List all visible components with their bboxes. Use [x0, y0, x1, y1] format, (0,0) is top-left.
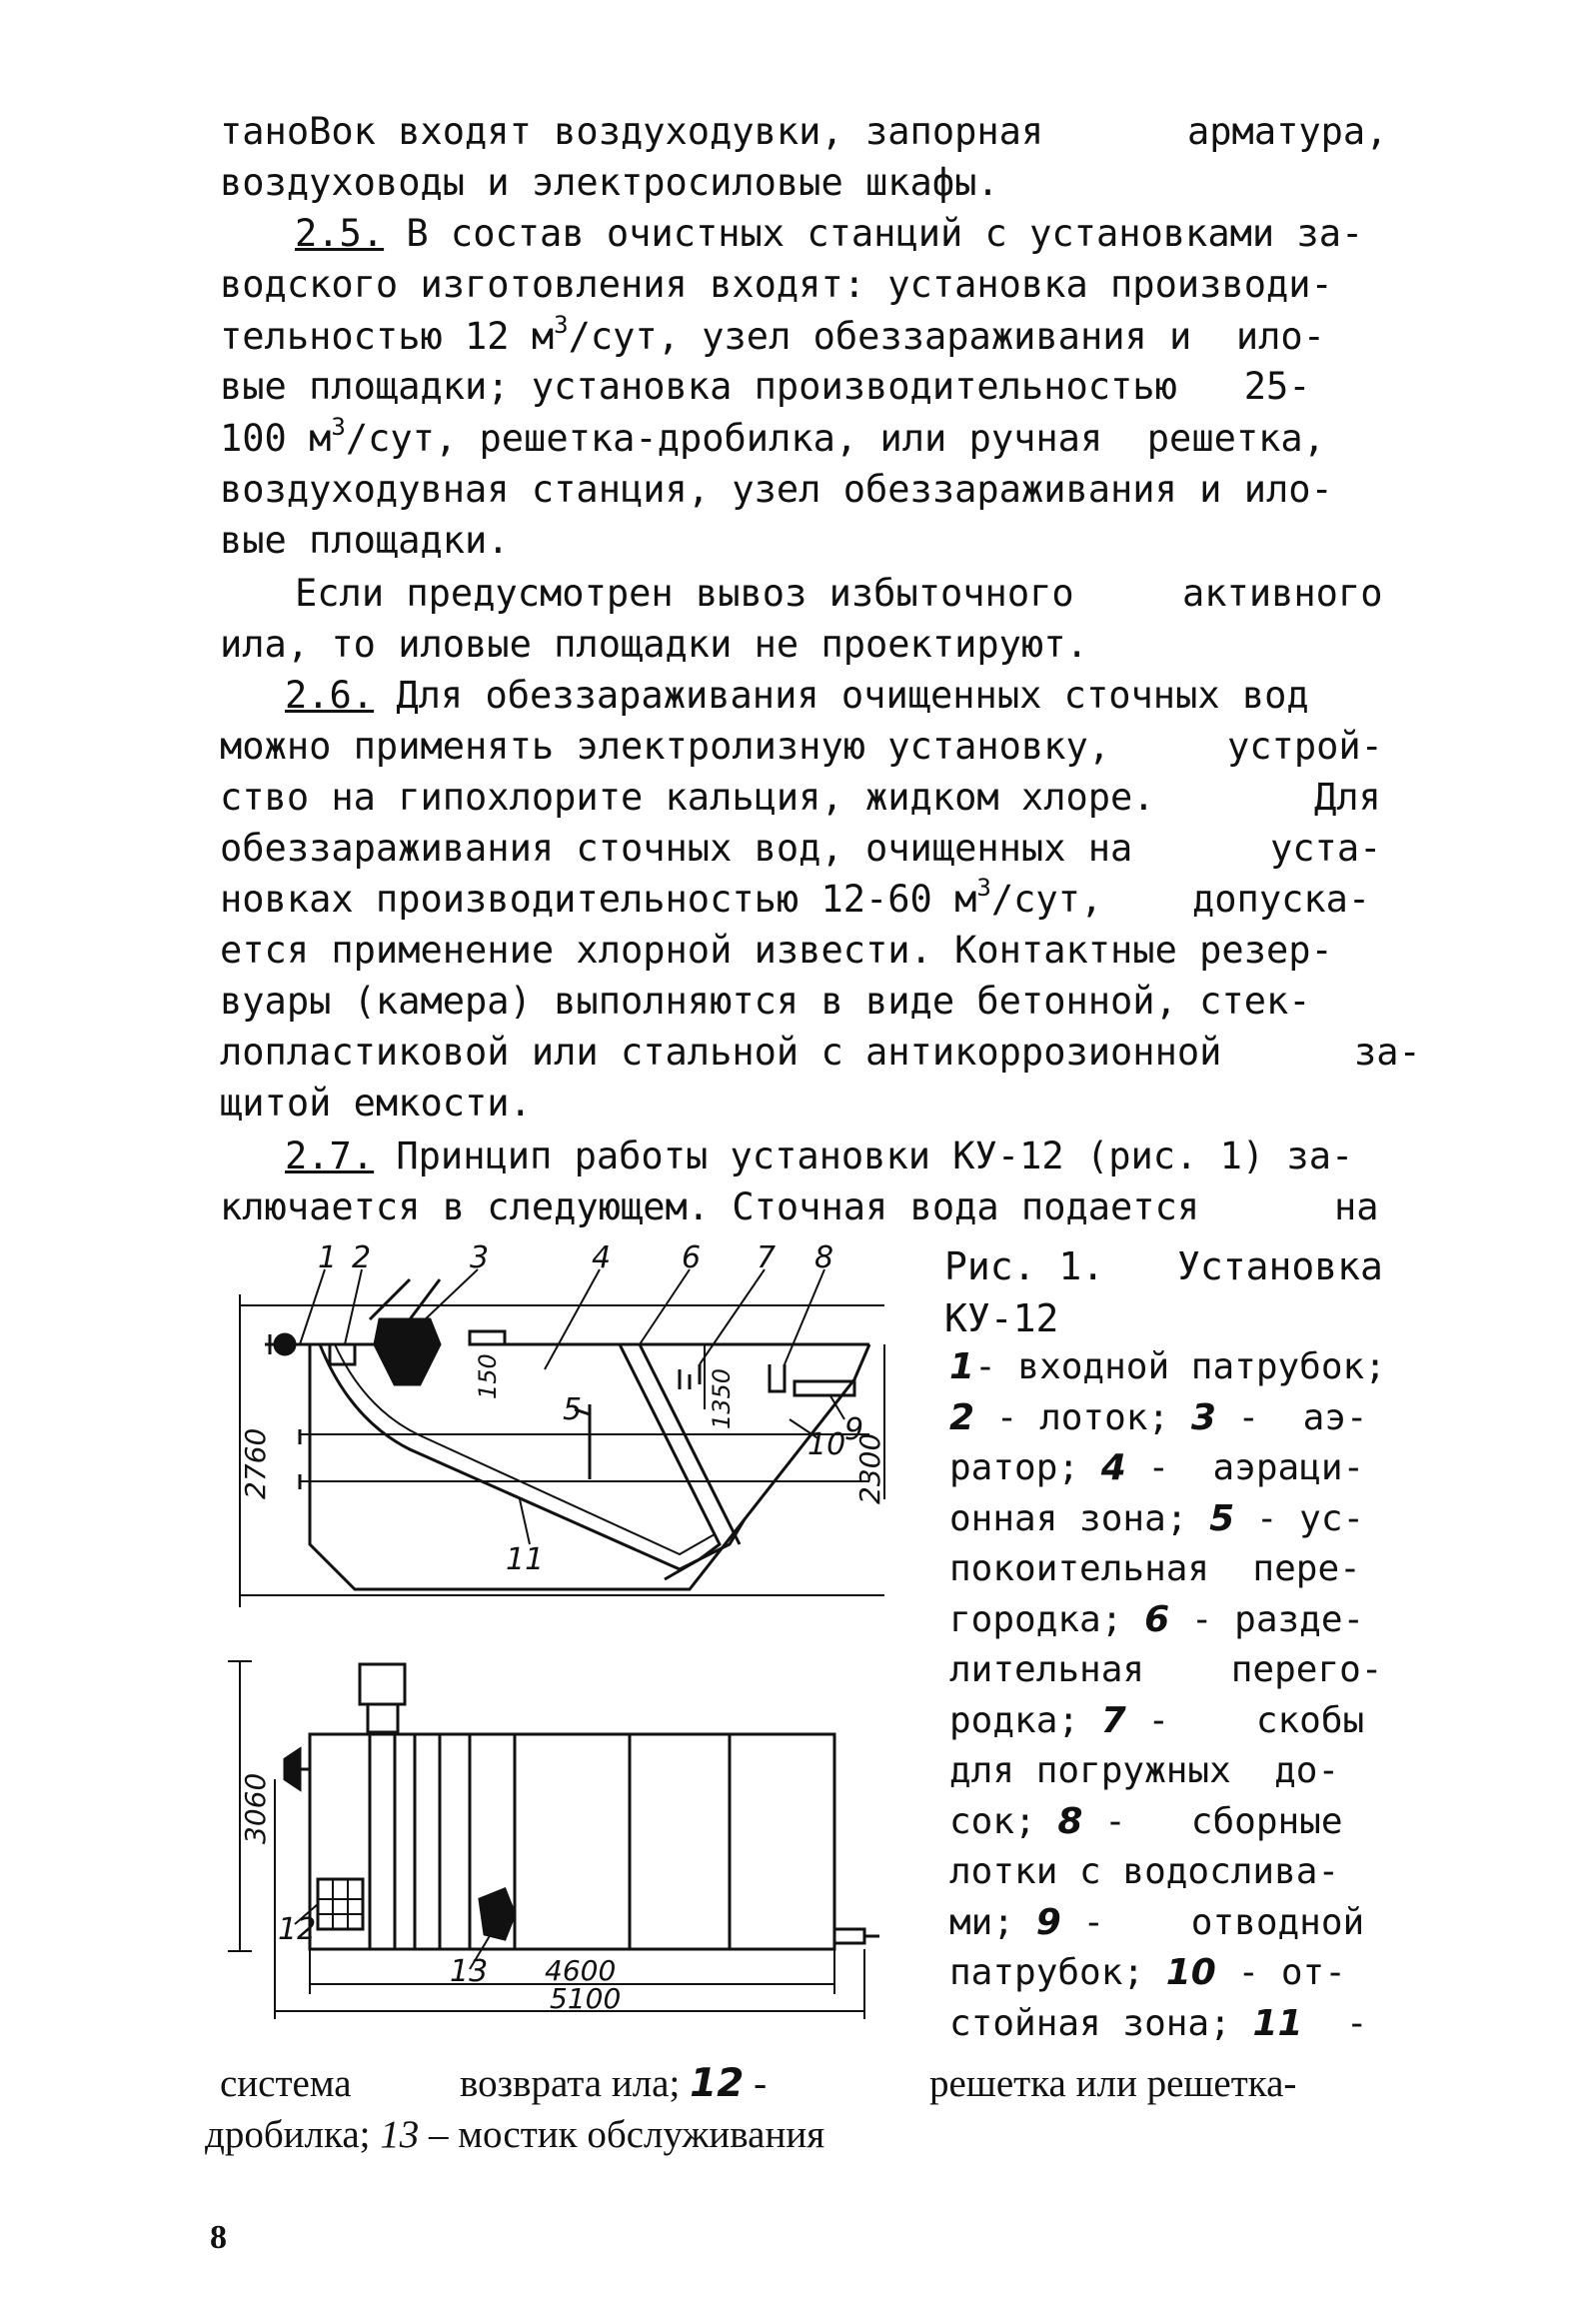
text-line: вые площадки.: [220, 519, 510, 562]
caption-legend-line: [949, 1750, 1340, 1791]
text-line: за-: [1354, 1031, 1421, 1074]
text-span: тельностью 12 м: [220, 315, 555, 358]
figure-label: 12: [278, 1912, 317, 1947]
figure-label: 4: [592, 1240, 612, 1275]
caption-continuation: система: [220, 2062, 352, 2105]
legend-number: 13: [380, 2113, 420, 2156]
legend-text: патрубок;: [949, 1952, 1166, 1993]
figure-label: 5: [563, 1392, 583, 1427]
text-line: воздуховоды и электросиловые шкафы.: [220, 161, 999, 204]
text-line: вые площадки; установка производительностью 25-: [220, 365, 1311, 408]
caption-legend-line: [949, 1851, 1340, 1892]
text-line: ила, то иловые площадки не проектируют.: [220, 623, 1088, 666]
text-line: [220, 311, 1325, 358]
figure-label: 6: [682, 1240, 702, 1275]
section-number: 2.6.: [285, 674, 375, 717]
figure-label: 7: [757, 1240, 777, 1275]
page-number: 8: [210, 2219, 227, 2256]
text-line: арматура,: [1187, 110, 1388, 153]
text-span: 100 м: [220, 417, 332, 460]
text-line: щитой емкости.: [220, 1082, 532, 1125]
legend-number: 1: [949, 1346, 975, 1387]
dimension-label: 150: [474, 1353, 502, 1399]
legend-text: родка;: [949, 1699, 1101, 1741]
legend-text: -: [1302, 2002, 1368, 2044]
legend-number: 6: [1144, 1598, 1170, 1640]
figure-label: 10: [807, 1427, 846, 1462]
text-line: активного: [1182, 572, 1383, 615]
text-span: /сут, решетка-дробилка, или ручная решетка,: [345, 417, 1325, 460]
dimension-label: 2300: [853, 1432, 886, 1504]
text-line: лопластиковой или стальной с антикоррозионной: [220, 1031, 1222, 1074]
caption-continuation: [205, 2115, 824, 2154]
text-line: можно применять электролизную установку,: [220, 725, 1111, 768]
text-span: /сут, узел обеззараживания и ило-: [568, 315, 1325, 358]
caption-legend-line: [949, 1952, 1346, 1993]
text-line: допуска-: [1192, 878, 1371, 921]
text-line: воздуходувная станция, узел обеззараживания и ило-: [220, 468, 1333, 511]
section-number: 2.7.: [285, 1135, 375, 1177]
legend-text: - отводной: [1060, 1901, 1365, 1943]
caption-legend-line: [949, 1598, 1365, 1640]
text-line: Если предусмотрен вывоз избыточного: [295, 572, 1074, 615]
legend-text: - аэраци-: [1125, 1447, 1365, 1488]
text-line: ется применение хлорной извести. Контактные резер-: [220, 929, 1333, 972]
caption-legend-line: [949, 1800, 1343, 1842]
caption-legend-line: [949, 1901, 1365, 1943]
legend-text: ми;: [949, 1901, 1036, 1943]
caption-legend-line: [949, 1497, 1365, 1539]
legend-text: - от-: [1215, 1952, 1346, 1993]
text-line: устрой-: [1227, 725, 1383, 768]
legend-text: онная зона;: [949, 1497, 1210, 1539]
caption-legend-line: [949, 1699, 1365, 1741]
legend-number: 7: [1100, 1699, 1126, 1741]
text-line: [220, 874, 1103, 921]
text-span: /сут,: [990, 878, 1103, 921]
legend-number: 2: [949, 1396, 975, 1438]
figure-label: 13: [450, 1954, 489, 1989]
text-line: ключается в следующем. Сточная вода подается: [220, 1185, 1200, 1228]
legend-text: покоительная пере-: [949, 1548, 1361, 1589]
figure-label: 2: [352, 1240, 372, 1275]
legend-text: лительная перего-: [949, 1649, 1383, 1690]
text-line: уста-: [1270, 827, 1382, 870]
legend-text: - сборные: [1082, 1800, 1343, 1842]
dimension-label: 2760: [239, 1427, 272, 1499]
plan-view: [228, 1661, 879, 2019]
text-span: В состав очистных станций с установками за-: [384, 212, 1364, 255]
legend-text: стойная зона;: [949, 2002, 1253, 2044]
text-line: вуары (камера) выполняются в виде бетонной, стек-: [220, 980, 1311, 1023]
paragraph-2-5-line-1: [295, 212, 1364, 255]
figure-caption-title: КУ-12: [944, 1296, 1059, 1340]
figure-caption-title: Установка: [1177, 1244, 1383, 1288]
caption-legend-line: [949, 1649, 1383, 1690]
text-span: новках производительностью 12-60 м: [220, 878, 977, 921]
figure-label: 3: [470, 1240, 490, 1275]
paragraph-2-6-line-1: [285, 674, 1309, 717]
legend-text: - входной патрубок;: [974, 1346, 1386, 1387]
legend-number: 8: [1057, 1800, 1083, 1842]
text-line: водского изготовления входят: установка производи-: [220, 263, 1333, 306]
legend-text: для погружных до-: [949, 1750, 1340, 1791]
figure-label: 11: [506, 1542, 545, 1577]
legend-text: - разде-: [1169, 1598, 1365, 1640]
text-span: – мостик обслуживания: [419, 2113, 825, 2156]
figure-caption-title: Рис. 1.: [944, 1244, 1105, 1288]
dimension-label: 5100: [550, 1982, 622, 2015]
legend-text: - аэ-: [1215, 1396, 1368, 1438]
legend-text: городка;: [949, 1598, 1145, 1640]
text-line: обеззараживания сточных вод, очищенных на: [220, 827, 1133, 870]
legend-text: лотки с водослива-: [949, 1851, 1340, 1892]
figure-label: 9: [844, 1412, 864, 1447]
caption-legend-line: [949, 1548, 1361, 1589]
text-line: ство на гипохлорите кальция, жидком хлоре.: [220, 776, 1155, 819]
text-span: возврата ила;: [460, 2062, 681, 2105]
caption-legend-line: [949, 1396, 1368, 1438]
caption-legend-line: [949, 1346, 1386, 1387]
legend-text: сок;: [949, 1800, 1058, 1842]
figure-label: 1: [318, 1240, 338, 1275]
text-span: Принцип работы установки КУ-12 (рис. 1) за-: [374, 1135, 1354, 1177]
legend-number: 4: [1100, 1447, 1126, 1488]
text-line: таноВок входят воздуходувки, запорная: [220, 110, 1044, 153]
text-line: [220, 413, 1325, 460]
legend-number: 11: [1252, 2002, 1303, 2044]
paragraph-2-7-line-1: [285, 1135, 1354, 1177]
text-span: -: [744, 2062, 768, 2105]
dimension-label: 3060: [239, 1772, 272, 1844]
legend-text: - скобы: [1125, 1699, 1365, 1741]
caption-legend-line: [949, 1447, 1365, 1488]
superscript: 3: [331, 413, 346, 441]
section-view: [240, 1269, 884, 1607]
text-line: на: [1334, 1185, 1379, 1228]
legend-number: 5: [1209, 1497, 1235, 1539]
caption-continuation: [460, 2061, 768, 2106]
superscript: 3: [976, 874, 991, 902]
dimension-label: 4600: [545, 1954, 617, 1987]
text-line: Для: [1314, 776, 1381, 819]
superscript: 3: [554, 311, 569, 339]
caption-continuation: решетка или решетка-: [929, 2062, 1297, 2105]
section-number: 2.5.: [295, 212, 385, 255]
dimension-label: 1350: [708, 1367, 736, 1429]
figure-label: 8: [814, 1240, 834, 1275]
text-span: Для обеззараживания очищенных сточных вод: [374, 674, 1309, 717]
legend-text: - лоток;: [974, 1396, 1191, 1438]
legend-text: ратор;: [949, 1447, 1101, 1488]
caption-legend-line: [949, 2002, 1368, 2044]
legend-text: - ус-: [1234, 1497, 1365, 1539]
legend-number: 9: [1035, 1901, 1061, 1943]
legend-number: 3: [1190, 1396, 1216, 1438]
text-span: дробилка;: [205, 2113, 381, 2156]
legend-number: 12: [690, 2061, 745, 2106]
legend-number: 10: [1165, 1952, 1216, 1993]
